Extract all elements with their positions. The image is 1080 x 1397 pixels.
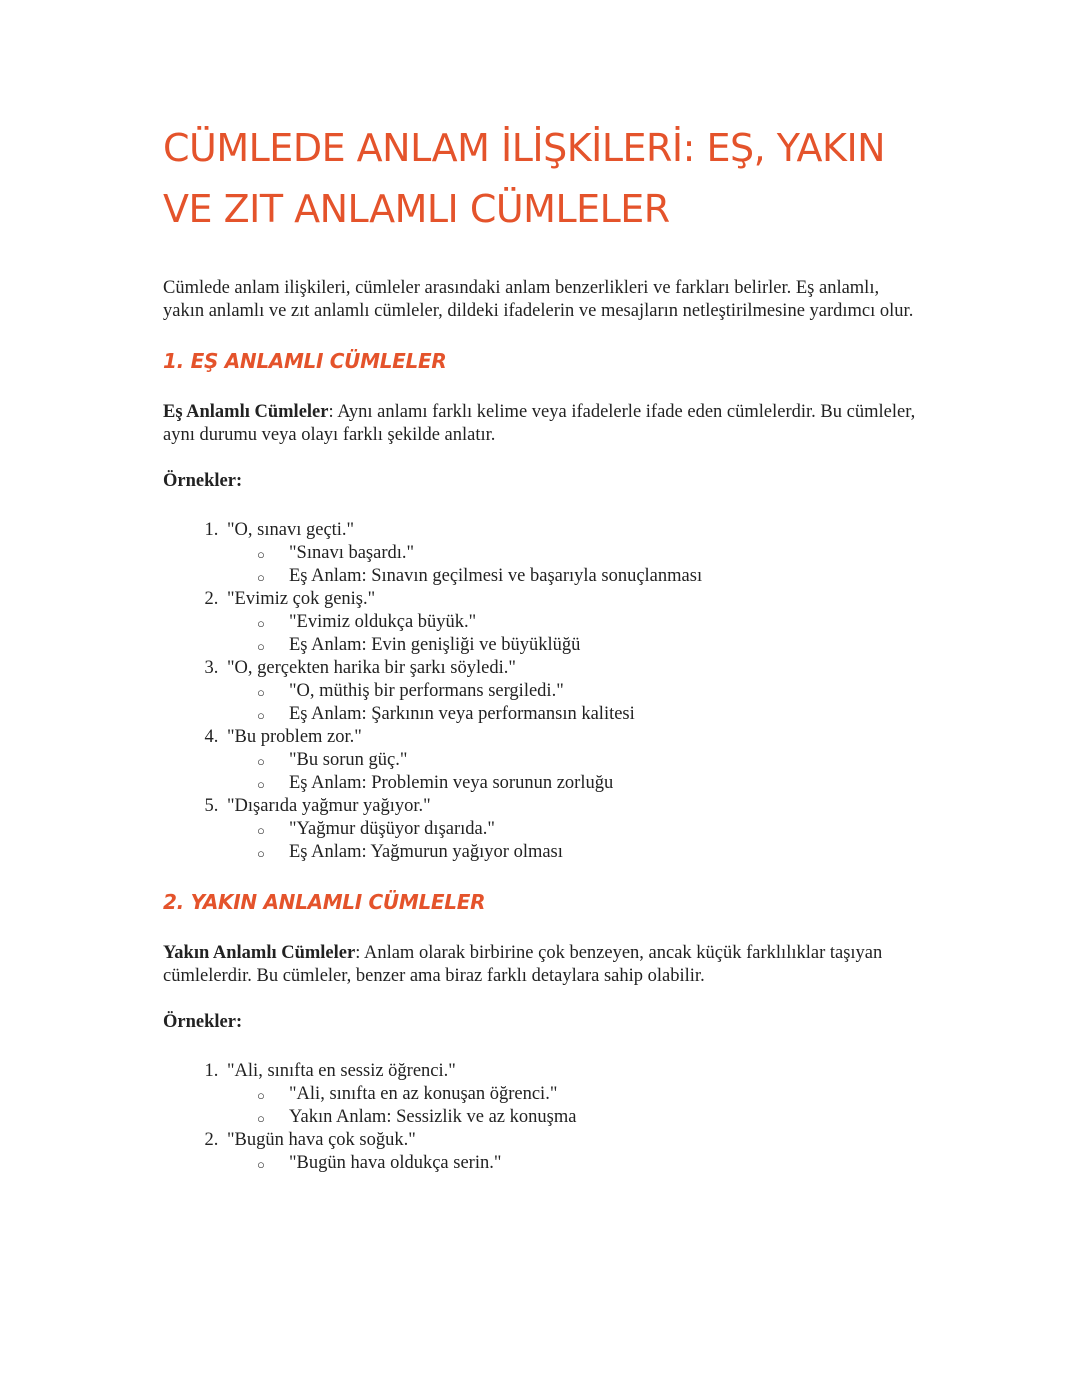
sub-item-text: Eş Anlam: Şarkının veya performansın kalitesi — [289, 704, 635, 724]
sub-item — [257, 1152, 923, 1175]
sub-item-text: "Yağmur düşüyor dışarıda." — [289, 819, 495, 839]
hollow-circle-bullet-icon: ○ — [257, 846, 265, 861]
hollow-circle-bullet-icon: ○ — [257, 754, 265, 769]
definition-es-anlamli — [163, 401, 923, 447]
sub-item — [257, 749, 923, 772]
examples-label: Örnekler: — [163, 1012, 243, 1032]
sub-item-text: "Sınavı başardı." — [289, 543, 415, 563]
example-text: "O, gerçekten harika bir şarkı söyledi." — [227, 658, 516, 678]
sub-item-text: Eş Anlam: Problemin veya sorunun zorluğu — [289, 773, 614, 793]
example-item — [223, 657, 923, 726]
sub-item — [257, 841, 923, 864]
example-text: "O, sınavı geçti." — [227, 520, 355, 540]
hollow-circle-bullet-icon: ○ — [257, 616, 265, 631]
sub-item — [257, 772, 923, 795]
hollow-circle-bullet-icon: ○ — [257, 777, 265, 792]
hollow-circle-bullet-icon: ○ — [257, 547, 265, 562]
example-item — [223, 795, 923, 864]
example-text: "Bugün hava çok soğuk." — [227, 1130, 416, 1150]
sub-item — [257, 818, 923, 841]
document-page — [163, 118, 923, 1175]
definition-yakin-anlamli — [163, 942, 923, 988]
sub-item — [257, 611, 923, 634]
hollow-circle-bullet-icon: ○ — [257, 1111, 265, 1126]
hollow-circle-bullet-icon: ○ — [257, 708, 265, 723]
sub-item-text: Eş Anlam: Evin genişliği ve büyüklüğü — [289, 635, 581, 655]
example-item — [223, 588, 923, 657]
sub-list — [227, 749, 923, 795]
example-text: "Dışarıda yağmur yağıyor." — [227, 796, 431, 816]
sub-item — [257, 565, 923, 588]
sub-list — [227, 1152, 923, 1175]
definition-text: : Anlam olarak birbirine çok benzeyen, ancak küçük farklılıklar taşıyan cümlelerdir. Bu cümleler, benzer ama biraz farklı detaylara sahip olabilir. — [163, 943, 883, 986]
sub-item-text: Eş Anlam: Yağmurun yağıyor olması — [289, 842, 563, 862]
examples-list — [163, 1060, 923, 1175]
example-item — [223, 519, 923, 588]
sub-item-text: "Ali, sınıfta en az konuşan öğrenci." — [289, 1084, 558, 1104]
sub-list — [227, 680, 923, 726]
examples-list — [163, 519, 923, 864]
example-item — [223, 726, 923, 795]
sub-item-text: "Bu sorun güç." — [289, 750, 408, 770]
example-text: "Evimiz çok geniş." — [227, 589, 376, 609]
sub-item-text: "Evimiz oldukça büyük." — [289, 612, 477, 632]
sub-item — [257, 542, 923, 565]
sub-item — [257, 634, 923, 657]
hollow-circle-bullet-icon: ○ — [257, 570, 265, 585]
sub-item-text: "Bugün hava oldukça serin." — [289, 1153, 502, 1173]
sub-list — [227, 542, 923, 588]
hollow-circle-bullet-icon: ○ — [257, 1088, 265, 1103]
example-text: "Bu problem zor." — [227, 727, 362, 747]
sub-item-text: Eş Anlam: Sınavın geçilmesi ve başarıyla sonuçlanması — [289, 566, 703, 586]
sub-item-text: Yakın Anlam: Sessizlik ve az konuşma — [289, 1107, 577, 1127]
sub-item — [257, 1106, 923, 1129]
sub-item-text: "O, müthiş bir performans sergiledi." — [289, 681, 564, 701]
sub-list — [227, 818, 923, 864]
definition-term: Eş Anlamlı Cümleler — [163, 402, 329, 422]
examples-label: Örnekler: — [163, 471, 243, 491]
hollow-circle-bullet-icon: ○ — [257, 1157, 265, 1172]
sub-list — [227, 1083, 923, 1129]
example-item — [223, 1060, 923, 1129]
example-item — [223, 1129, 923, 1175]
sub-item — [257, 1083, 923, 1106]
section-heading-es-anlamli: 1. EŞ ANLAMLI CÜMLELER — [163, 349, 447, 373]
sub-item — [257, 703, 923, 726]
definition-term: Yakın Anlamlı Cümleler — [163, 943, 356, 963]
page-title: CÜMLEDE ANLAM İLİŞKİLERİ: EŞ, YAKIN VE ZIT ANLAMLI CÜMLELER — [163, 126, 886, 231]
definition-text: : Aynı anlamı farklı kelime veya ifadelerle ifade eden cümlelerdir. Bu cümleler, aynı durumu veya olayı farklı şekilde anlatır. — [163, 402, 916, 445]
example-text: "Ali, sınıfta en sessiz öğrenci." — [227, 1061, 456, 1081]
hollow-circle-bullet-icon: ○ — [257, 639, 265, 654]
hollow-circle-bullet-icon: ○ — [257, 823, 265, 838]
sub-list — [227, 611, 923, 657]
section-heading-yakin-anlamli: 2. YAKIN ANLAMLI CÜMLELER — [163, 890, 486, 914]
sub-item — [257, 680, 923, 703]
intro-paragraph: Cümlede anlam ilişkileri, cümleler arasındaki anlam benzerlikleri ve farkları belirler. Eş anlamlı, yakın anlamlı ve zıt anlamlı cümleler, dildeki ifadelerin ve mesajların netleştirilmesine yardımcı olur. — [163, 278, 914, 321]
hollow-circle-bullet-icon: ○ — [257, 685, 265, 700]
